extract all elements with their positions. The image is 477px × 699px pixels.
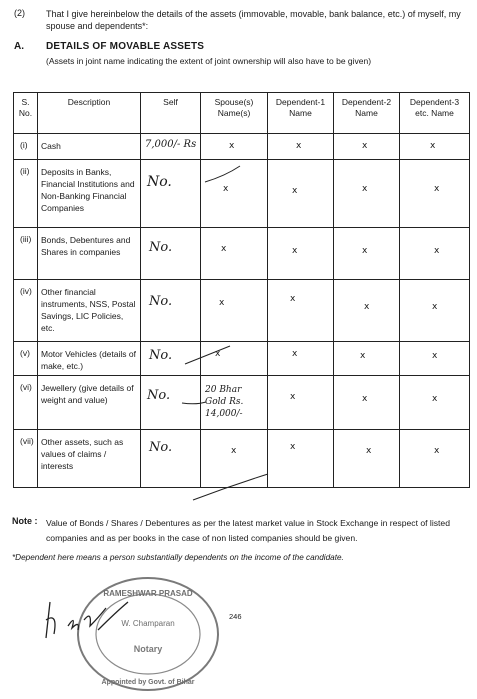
handwritten-self: No. — [147, 388, 171, 403]
stamp-middle-text: W. Champaran — [121, 619, 175, 628]
cross-mark: x — [434, 246, 440, 256]
header-dependent-1: Dependent-1 Name — [268, 93, 334, 134]
handwritten-self: No. — [149, 240, 173, 255]
row-sno: (vii) — [14, 430, 38, 488]
handwritten-self: No. — [147, 174, 172, 190]
cross-mark: x — [292, 349, 298, 359]
handwritten-self: No. — [149, 348, 173, 363]
cross-mark: x — [296, 141, 302, 151]
row-description: Motor Vehicles (details of make, etc.) — [38, 342, 141, 376]
header-description: Description — [38, 93, 141, 134]
cross-mark: x — [221, 244, 227, 254]
pen-stroke — [205, 166, 240, 182]
cross-mark: x — [219, 298, 225, 308]
row-sno: (iv) — [14, 280, 38, 342]
cross-mark: x — [430, 141, 436, 151]
pen-stroke — [193, 474, 268, 500]
cross-mark: x — [229, 141, 235, 151]
row-sno: (i) — [14, 134, 38, 160]
note-label: Note : — [12, 516, 38, 526]
row-description: Cash — [38, 134, 141, 160]
row-description: Bonds, Debentures and Shares in companies — [38, 228, 141, 280]
cross-mark: x — [432, 394, 438, 404]
cross-mark: x — [290, 392, 296, 402]
row-sno: (vi) — [14, 376, 38, 430]
signature-stroke — [46, 602, 128, 638]
handwritten-signature — [28, 590, 138, 650]
handwritten-self: 7,000/- Rs — [145, 139, 197, 150]
pen-stroke — [185, 346, 230, 364]
page-number: 246 — [229, 612, 242, 621]
handwritten-jewellery: 20 Bhar Gold Rs. 14,000/- — [205, 385, 244, 419]
footnote: *Dependent here means a person substantially dependents on the income of the candidate. — [12, 553, 344, 562]
cross-mark: x — [434, 184, 440, 194]
section-title: DETAILS OF MOVABLE ASSETS — [46, 41, 205, 52]
header-self: Self — [141, 93, 201, 134]
cross-mark: x — [360, 351, 366, 361]
note-text: Value of Bonds / Shares / Debentures as per the latest market value in Stock Exchange in respect of listed companies and as per books in the case of non listed companies should be given. — [46, 518, 450, 543]
stamp-top-text: RAMESHWAR PRASAD — [103, 589, 193, 598]
cross-mark: x — [231, 446, 237, 456]
cross-mark: x — [362, 141, 368, 151]
handwritten-self: No. — [149, 294, 173, 309]
header-spouse: Spouse(s) Name(s) — [201, 93, 268, 134]
cross-mark: x — [432, 351, 438, 361]
row-description: Other assets, such as values of claims / interests — [38, 430, 141, 488]
pen-stroke — [182, 402, 206, 404]
stamp-bottom-text: Notary — [133, 644, 163, 654]
cross-mark: x — [223, 184, 229, 194]
header-sno: S. No. — [14, 93, 38, 134]
cross-mark: x — [364, 302, 370, 312]
stamp-ring-text: Appointed by Govt. of Bihar — [101, 679, 195, 686]
cross-mark: x — [362, 184, 368, 194]
row-description: Jewellery (give details of weight and value) — [38, 376, 141, 430]
row-sno: (v) — [14, 342, 38, 376]
cross-mark: x — [292, 186, 298, 196]
row-sno: (ii) — [14, 160, 38, 228]
intro-text: That I give hereinbelow the details of the assets (immovable, movable, bank balance, etc.) of myself, my spouse and dependents*: — [46, 9, 461, 31]
header-dependent-2: Dependent-2 Name — [334, 93, 400, 134]
section-letter: A. — [14, 41, 24, 52]
row-sno: (iii) — [14, 228, 38, 280]
row-description: Other financial instruments, NSS, Postal Savings, LIC Policies, etc. — [38, 280, 141, 342]
cross-mark: x — [290, 442, 296, 452]
cross-mark: x — [366, 446, 372, 456]
cross-mark: x — [362, 394, 368, 404]
intro-number: (2) — [14, 8, 25, 18]
header-dependent-3: Dependent-3 etc. Name — [400, 93, 470, 134]
cross-mark: x — [292, 246, 298, 256]
handwritten-self: No. — [149, 440, 173, 455]
cross-mark: x — [434, 446, 440, 456]
cross-mark: x — [432, 302, 438, 312]
cross-mark: x — [362, 246, 368, 256]
section-subtitle: (Assets in joint name indicating the extent of joint ownership will also have to be given) — [46, 56, 372, 66]
row-description: Deposits in Banks, Financial Institutions and Non-Banking Financial Companies — [38, 160, 141, 228]
cross-mark: x — [290, 294, 296, 304]
cross-mark: x — [215, 349, 221, 359]
